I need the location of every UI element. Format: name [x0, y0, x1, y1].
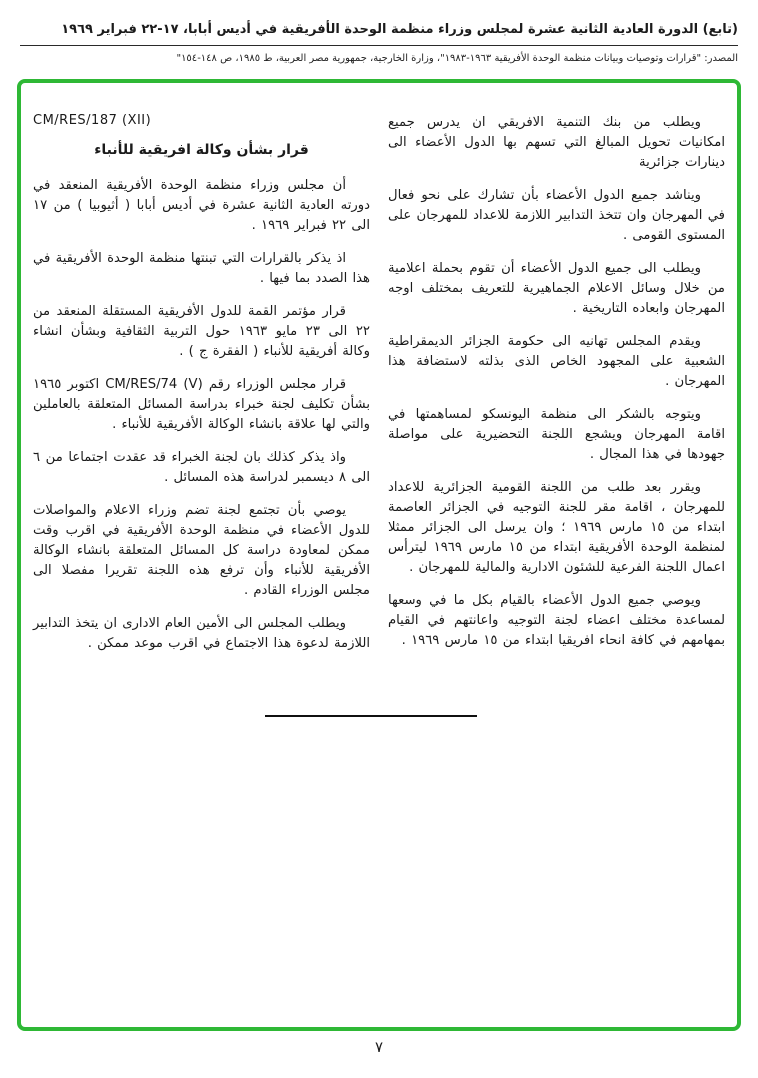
resolution-title: قرار بشأن وكالة افريقية للأنباء [94, 141, 309, 158]
resolution-reference-number: CM/RES/187 (XII) [33, 112, 152, 128]
header-source-citation: المصدر: "قرارات وتوصيات وبيانات منظمة الوحدة الأفريقية ١٩٦٣-١٩٨٣"، وزارة الخارجية، جمهورية مصر العربية، ط ١٩٨٥، ص ١٤٨-١٥٤" [176, 52, 738, 64]
header-divider [20, 45, 738, 46]
header-title: (تابع) الدورة العادية الثانية عشرة لمجلس وزراء منظمة الوحدة الأفريقية في أديس أبابا، ١٧-٢٢ فبراير ١٩٦٩ [61, 22, 738, 37]
document-header [0, 0, 758, 66]
paragraph: يوصي بأن تجتمع لجنة تضم وزراء الاعلام والمواصلات للدول الأعضاء في منظمة الوحدة الأفريقية في اقرب وقت ممكن لمعاودة دراسة كل المسائل المتعلقة بانشاء الوكالة الأفريقية للأنباء وأن ترفع هذه اللجنة تقريرا مفصلا الى مجلس الوزراء القادم . [33, 502, 370, 598]
paragraph: ويقدم المجلس تهانيه الى حكومة الجزائر الديمقراطية الشعبية على المجهود الخاص الذى بذلته لاستضافة هذا المهرجان . [388, 333, 725, 389]
paragraph: ويطلب الى جميع الدول الأعضاء أن تقوم بحملة اعلامية من خلال وسائل الاعلام الجماهيرية للتعريف بمختلف اوجه المهرجان وابعاده التاريخية . [388, 260, 725, 316]
paragraph: ويقرر بعد طلب من اللجنة القومية الجزائرية للاعداد للمهرجان ، اقامة مقر للجنة التوجيه في الجزائر العاصمة ابتداء من ١٥ مارس ١٩٦٩ ؛ وان يرسل الى الجزائر ممثلا لمنظمة الوحدة الأفريقية ابتداء من ١٥ مارس ١٩٦٩ ليترأس اعمال اللجنة الفرعية للشئون الادارية والمالية للمهرجان . [388, 479, 725, 575]
content-frame [17, 79, 741, 1031]
two-column-layout [33, 113, 725, 667]
column-left [33, 113, 370, 667]
paragraph: قرار مجلس الوزراء رقم CM/RES/74 (V) اكتوبر ١٩٦٥ بشأن تكليف لجنة خبراء بدراسة المسائل المتعلقة بالعاملين والتي لها علاقة بانشاء الوكالة الأفريقية للأنباء . [33, 376, 370, 432]
paragraph: أن مجلس وزراء منظمة الوحدة الأفريقية المنعقد في دورته العادية الثانية عشرة في أديس أبابا ( أثيوبيا ) من ١٧ الى ٢٢ فبراير ١٩٦٩ . [33, 177, 370, 233]
paragraph: ويتوجه بالشكر الى منظمة اليونسكو لمساهمتها في اقامة المهرجان ويشجع اللجنة التحضيرية على مواصلة جهودها في هذا المجال . [388, 406, 725, 462]
paragraph: اذ يذكر بالقرارات التي تبنتها منظمة الوحدة الأفريقية في هذا الصدد بما فيها . [33, 250, 370, 286]
paragraph: ويوصي جميع الدول الأعضاء بالقيام بكل ما في وسعها لمساعدة مختلف اعضاء لجنة التوجيه واعانتهم في القيام بمهامهم في كافة انحاء افريقيا ابتداء من ١٥ مارس ١٩٦٩ . [388, 592, 725, 648]
page-number: ٧ [374, 1037, 384, 1056]
paragraph: قرار مؤتمر القمة للدول الأفريقية المستقلة المنعقد من ٢٢ الى ٢٣ مايو ١٩٦٣ حول التربية الثقافية وبشأن انشاء وكالة أفريقية للأنباء ( الفقرة ج ) . [33, 303, 370, 359]
column-right [388, 113, 725, 667]
paragraph: ويناشد جميع الدول الأعضاء بأن تشارك على نحو فعال في المهرجان وان تتخذ التدابير اللازمة للاعداد للمهرجان على المستوى القومى . [388, 187, 725, 243]
section-end-divider [265, 715, 477, 717]
paragraph: ويطلب من بنك التنمية الافريقي ان يدرس جميع امكانيات تحويل المبالغ التي تسهم بها الدول الأعضاء الى دينارات جزائرية [388, 114, 725, 170]
paragraph: واذ يذكر كذلك بان لجنة الخبراء قد عقدت اجتماعا من ٦ الى ٨ ديسمبر لدراسة هذه المسائل . [33, 449, 370, 485]
paragraph: ويطلب المجلس الى الأمين العام الادارى ان يتخذ التدابير اللازمة لدعوة هذا الاجتماع في اقرب موعد ممكن . [33, 615, 370, 651]
